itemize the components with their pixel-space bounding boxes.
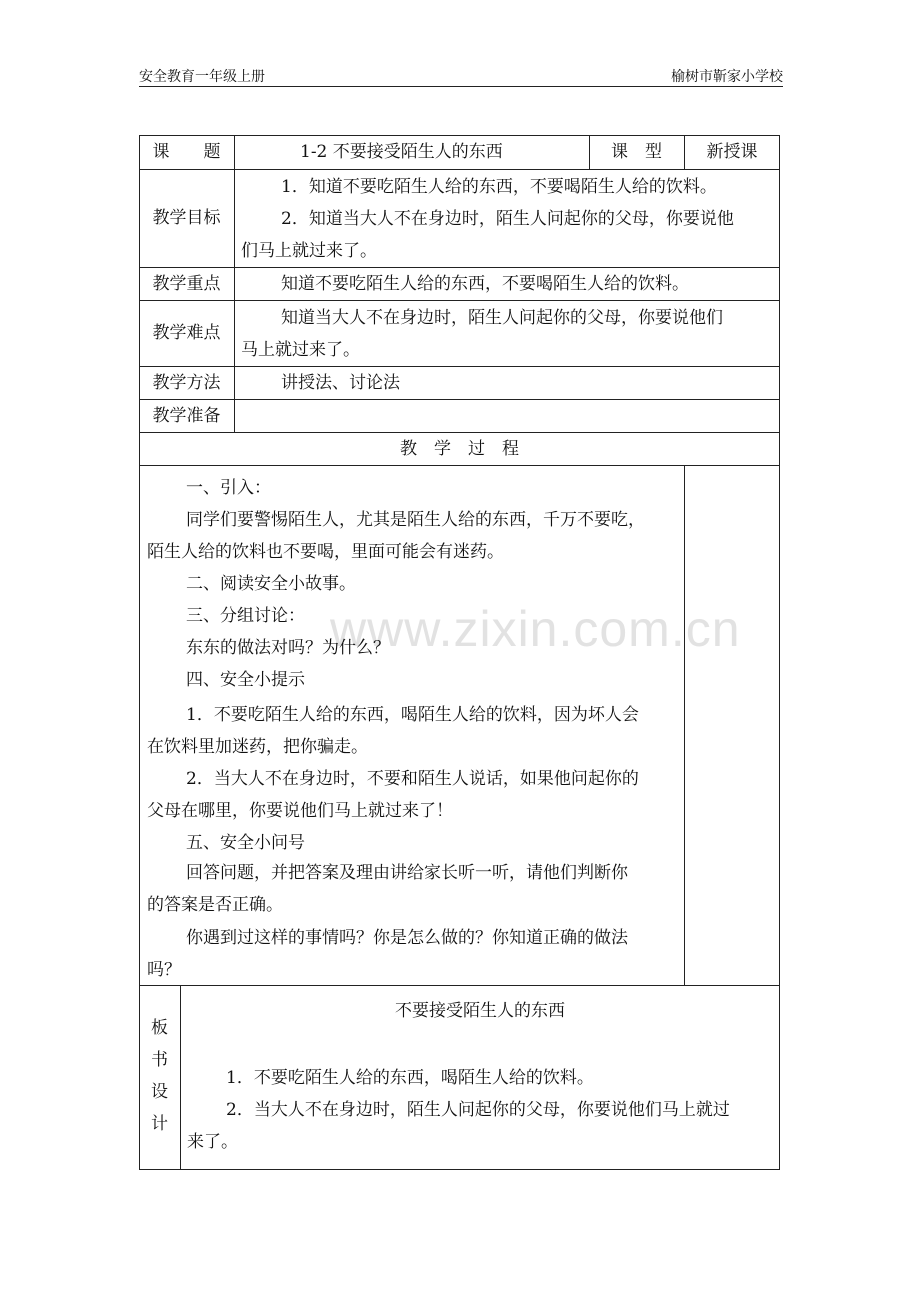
process-line: 三、分组讨论：: [186, 606, 305, 626]
row-divider: [139, 985, 780, 986]
process-line: 一、引入：: [186, 478, 271, 498]
process-line: 吗？: [147, 960, 181, 980]
board-line: 2．当大人不在身边时，陌生人问起你的父母，你要说他们马上就过: [226, 1100, 730, 1120]
board-line: 1．不要吃陌生人给的东西，喝陌生人给的饮料。: [226, 1068, 594, 1088]
process-line: 的答案是否正确。: [147, 895, 283, 915]
process-title: 教 学 过 程: [400, 439, 519, 459]
process-line: 东东的做法对吗？为什么？: [186, 638, 390, 658]
column-divider: [684, 465, 685, 985]
process-line: 四、安全小提示: [186, 670, 305, 690]
method-value: 讲授法、讨论法: [281, 373, 400, 393]
topic-value: 1-2 不要接受陌生人的东西: [300, 142, 503, 162]
row-divider: [139, 399, 780, 400]
goal-line: 1．知道不要吃陌生人给的东西，不要喝陌生人给的饮料。: [281, 177, 717, 197]
board-label-char: 书: [151, 1050, 168, 1070]
process-line: 在饮料里加迷药，把你骗走。: [147, 737, 368, 757]
topic-label: 课 题: [152, 142, 221, 162]
difficult-point-line: 知道当大人不在身边时，陌生人问起你的父母，你要说他们: [281, 308, 723, 328]
process-line: 同学们要警惕陌生人，尤其是陌生人给的东西，千万不要吃，: [186, 510, 645, 530]
difficult-point-line: 马上就过来了。: [241, 340, 360, 360]
key-point-value: 知道不要吃陌生人给的东西，不要喝陌生人给的饮料。: [281, 274, 689, 294]
board-label-char: 计: [151, 1114, 168, 1134]
column-divider: [234, 135, 235, 432]
header-right-text: 榆树市靳家小学校: [671, 69, 783, 85]
row-divider: [139, 366, 780, 367]
board-line: 来了。: [187, 1132, 238, 1152]
page-header: [139, 64, 783, 87]
type-label: 课 型: [611, 142, 662, 162]
process-line: 二、阅读安全小故事。: [186, 574, 356, 594]
method-label: 教学方法: [152, 373, 221, 393]
process-line: 回答问题，并把答案及理由讲给家长听一听，请他们判断你: [186, 863, 628, 883]
type-value: 新授课: [706, 142, 758, 162]
board-label-char: 设: [151, 1082, 168, 1102]
board-title: 不要接受陌生人的东西: [395, 1001, 565, 1021]
board-label-char: 板: [151, 1018, 168, 1038]
goals-label: 教学目标: [152, 208, 221, 228]
goal-line: 2．知道当大人不在身边时，陌生人问起你的父母，你要说他: [281, 209, 734, 229]
preparation-label: 教学准备: [152, 406, 221, 426]
header-left-text: 安全教育一年级上册: [139, 69, 265, 85]
process-line: 2．当大人不在身边时，不要和陌生人说话，如果他问起你的: [186, 769, 639, 789]
process-line: 五、安全小问号: [186, 833, 305, 853]
watermark-text: www.zixin.com.cn: [330, 601, 741, 657]
process-line: 父母在哪里，你要说他们马上就过来了！: [147, 801, 453, 821]
process-line: 你遇到过这样的事情吗？你是怎么做的？你知道正确的做法: [186, 928, 628, 948]
process-line: 陌生人给的饮料也不要喝，里面可能会有迷药。: [147, 542, 504, 562]
difficult-point-label: 教学难点: [152, 323, 221, 343]
goal-line: 们马上就过来了。: [241, 241, 377, 261]
process-line: 1．不要吃陌生人给的东西，喝陌生人给的饮料，因为坏人会: [186, 705, 639, 725]
key-point-label: 教学重点: [152, 274, 221, 294]
